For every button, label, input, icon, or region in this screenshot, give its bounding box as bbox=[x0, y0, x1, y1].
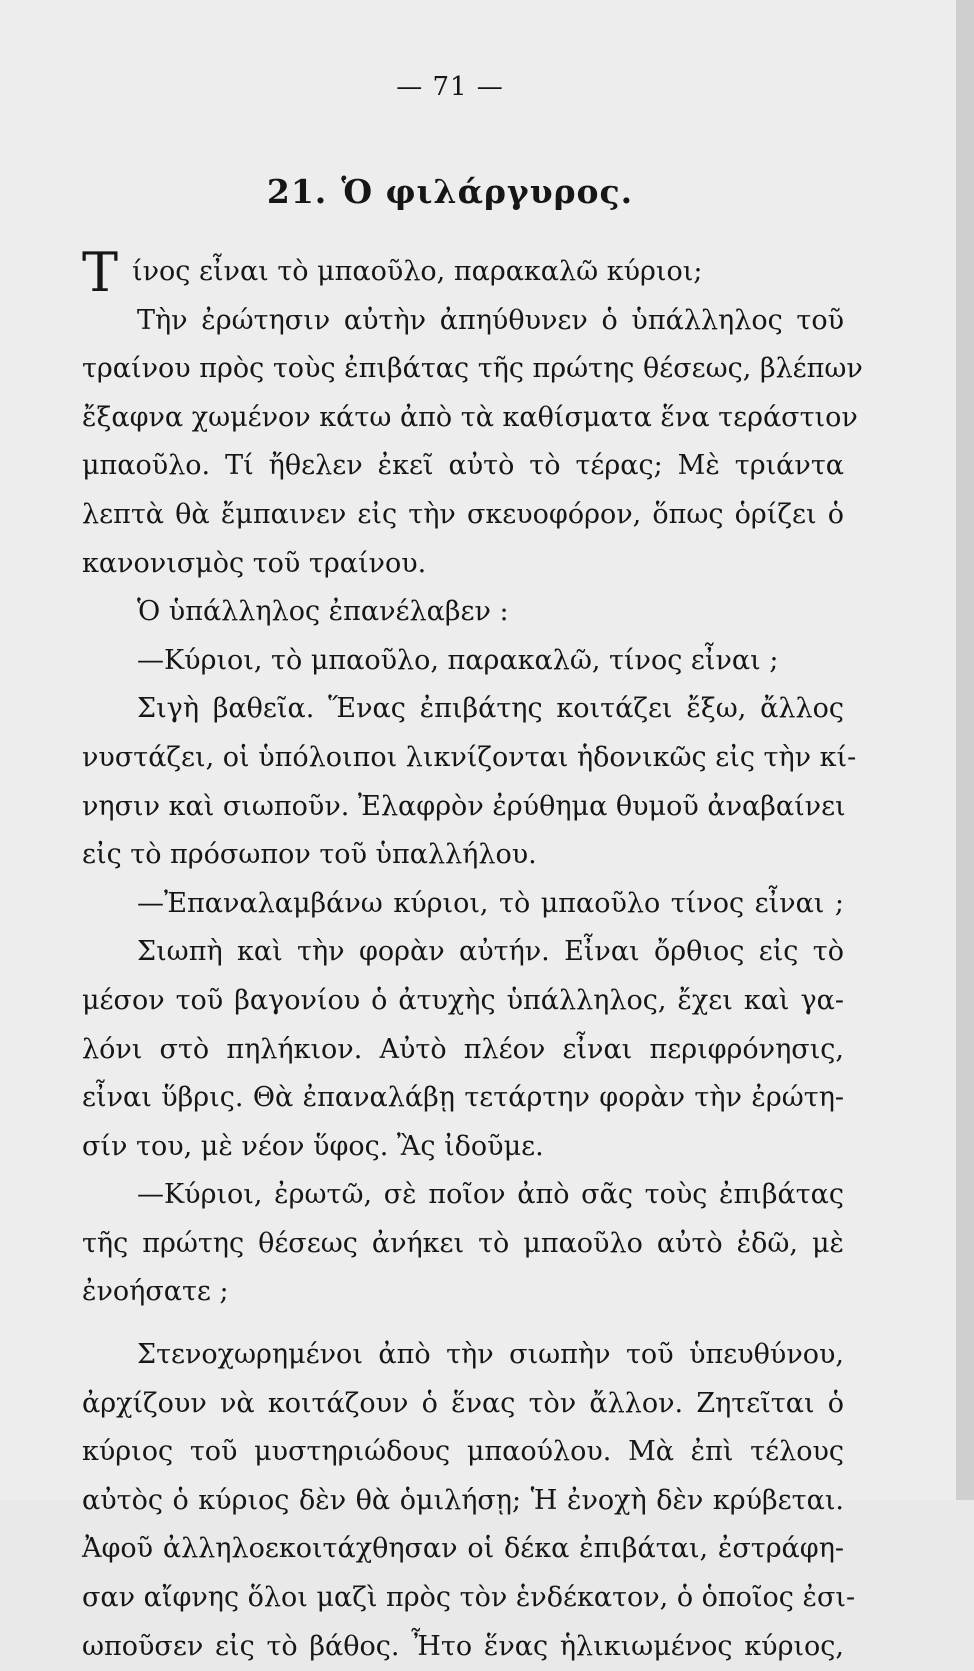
text-line: Τὴν ἐρώτησιν αὐτὴν ἀπηύθυνεν ὁ ὑπάλληλος τοῦ bbox=[137, 304, 844, 336]
paragraph-gap bbox=[82, 1317, 844, 1331]
text-line: κανονισμὸς τοῦ τραίνου. bbox=[82, 547, 427, 579]
text-line: Σιωπὴ καὶ τὴν φορὰν αὐτήν. Εἶναι ὄρθιος εἰς τὸ bbox=[137, 936, 844, 968]
text-line: τῆς πρώτης θέσεως ἀνήκει τὸ μπαοῦλο αὐτὸ ἐδῶ, μὲ bbox=[82, 1227, 844, 1259]
text-line: σίν του, μὲ νέον ὕφος. Ἂς ἰδοῦμε. bbox=[82, 1130, 544, 1162]
text-line: εἰς τὸ πρόσωπον τοῦ ὑπαλλήλου. bbox=[82, 839, 537, 871]
text-line: ωποῦσεν εἰς τὸ βάθος. Ἦτο ἕνας ἡλικιωμένος κύριος, bbox=[82, 1630, 844, 1662]
text-line: νυστάζει, οἱ ὑπόλοιποι λικνίζονται ἡδονικῶς εἰς τὴν κί- bbox=[82, 741, 857, 773]
text-line: μέσον τοῦ βαγονίου ὁ ἀτυχὴς ὑπάλληλος, ἔχει καὶ γα- bbox=[82, 984, 844, 1016]
text-line: τραίνου πρὸς τοὺς ἐπιβάτας τῆς πρώτης θέσεως, βλέπων bbox=[82, 353, 863, 385]
text-line: λόνι στὸ πηλήκιον. Αὐτὸ πλέον εἶναι περιφρόνησις, bbox=[82, 1033, 844, 1065]
text-line: —Ἐπαναλαμβάνω κύριοι, τὸ μπαοῦλο τίνος εἶναι ; bbox=[137, 887, 844, 919]
body-text bbox=[82, 241, 863, 1671]
text-line: —Κύριοι, τὸ μπαοῦλο, παρακαλῶ, τίνος εἶναι ; bbox=[137, 644, 779, 676]
text-line: ἐνοήσατε ; bbox=[82, 1276, 229, 1308]
text-line: Ὁ ὑπάλληλος ἐπανέλαβεν : bbox=[137, 596, 509, 628]
chapter-title bbox=[0, 172, 900, 211]
drop-cap: Τ bbox=[82, 241, 119, 304]
text-line: λεπτὰ θὰ ἔμπαινεν εἰς τὴν σκευοφόρον, ὅπως ὁρίζει ὁ bbox=[82, 498, 844, 530]
text-line: νησιν καὶ σιωποῦν. Ἐλαφρὸν ἐρύθημα θυμοῦ ἀναβαίνει bbox=[82, 790, 846, 822]
text-line: Σιγὴ βαθεῖα. Ἕνας ἐπιβάτης κοιτάζει ἔξω, ἄλλος bbox=[137, 693, 844, 725]
text-line: κύριος τοῦ μυστηριώδους μπαούλου. Μὰ ἐπὶ τέλους bbox=[82, 1436, 844, 1468]
chapter-number: 21. bbox=[266, 172, 328, 211]
text-line: ἀρχίζουν νὰ κοιτάζουν ὁ ἕνας τὸν ἄλλον. Ζητεῖται ὁ bbox=[82, 1387, 844, 1419]
text-line: Στενοχωρημένοι ἀπὸ τὴν σιωπὴν τοῦ ὑπευθύνου, bbox=[137, 1339, 844, 1371]
text-line: ἔξαφνα χωμένον κάτω ἀπὸ τὰ καθίσματα ἕνα τεράστιον bbox=[82, 401, 858, 433]
text-line: μπαοῦλο. Τί ἤθελεν ἐκεῖ αὐτὸ τὸ τέρας; Μὲ τριάντα bbox=[82, 450, 844, 482]
text-line: ίνος εἶναι τὸ μπαοῦλο, παρακαλῶ κύριοι; bbox=[132, 256, 703, 287]
page-number: — 71 — bbox=[396, 72, 504, 102]
text-line: αὐτὸς ὁ κύριος δὲν θὰ ὁμιλήσῃ; Ἡ ἐνοχὴ δὲν κρύβεται. bbox=[82, 1484, 844, 1516]
text-line: —Κύριοι, ἐρωτῶ, σὲ ποῖον ἀπὸ σᾶς τοὺς ἐπιβάτας bbox=[137, 1179, 844, 1211]
text-line: εἶναι ὕβρις. Θὰ ἐπαναλάβῃ τετάρτην φορὰν τὴν ἐρώτη- bbox=[82, 1082, 844, 1114]
chapter-title-text: Ὁ φιλάργυρος. bbox=[341, 172, 634, 211]
text-line: Ἀφοῦ ἀλληλοεκοιτάχθησαν οἱ δέκα ἐπιβάται, ἐστράφη- bbox=[82, 1533, 844, 1565]
text-line: σαν αἴφνης ὅλοι μαζὶ πρὸς τὸν ἑνδέκατον, ὁ ὁποῖος ἐσι- bbox=[82, 1582, 856, 1614]
